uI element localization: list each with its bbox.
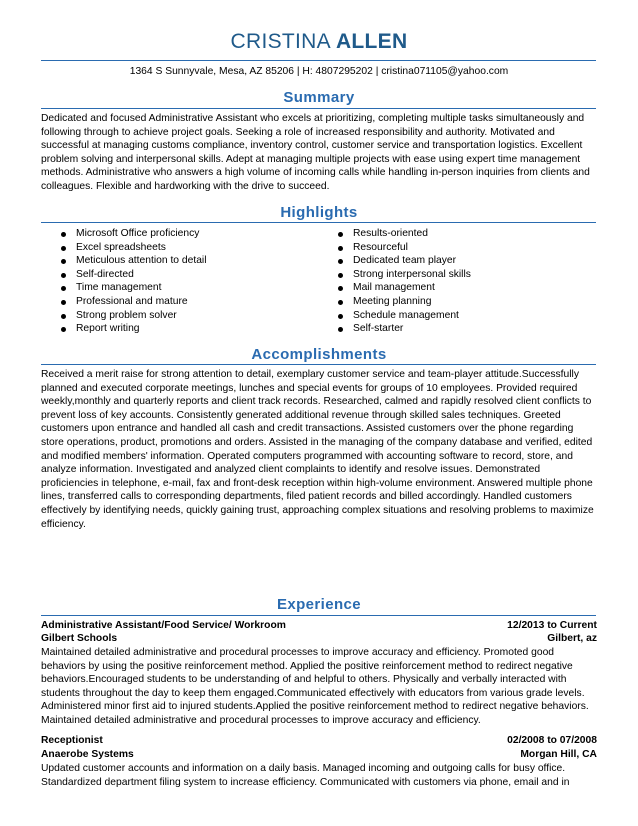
- highlight-item: Meeting planning: [338, 295, 598, 309]
- highlight-item: Resourceful: [338, 241, 598, 255]
- summary-heading: Summary: [283, 89, 355, 106]
- accomplishments-heading: Accomplishments: [251, 346, 387, 363]
- first-name: CRISTINA: [230, 30, 330, 53]
- experience-rule: [41, 615, 596, 616]
- header-rule: [41, 60, 596, 61]
- contact-line: 1364 S Sunnyvale, Mesa, AZ 85206 | H: 4807295202 | cristina071105@yahoo.com: [129, 66, 509, 77]
- candidate-name: [0, 30, 638, 54]
- highlights-rule: [41, 222, 596, 223]
- job-title-row: [41, 619, 597, 633]
- job-company-row: [41, 632, 597, 646]
- highlight-item: Self-directed: [61, 268, 321, 282]
- highlight-item: Self-starter: [338, 322, 598, 336]
- highlight-item: Meticulous attention to detail: [61, 254, 321, 268]
- job-company: Gilbert Schools: [41, 633, 118, 644]
- highlight-item: Schedule management: [338, 309, 598, 323]
- job-company: Anaerobe Systems: [41, 749, 134, 760]
- accomplishments-text: Received a merit raise for strong attention to detail, exemplary customer service and team-player attitude.Successfully planned and executed corporate meetings, lunches and special events for groups of 10 employees. Provided required weekly,monthly and quarterly reports and client track records. Researched, calmed and rapidly resolved client conflicts to prevent loss of key accounts. Consistently generated additional revenue through skilled sales techniques. Greeted customers upon entrance and handled all cash and credit transactions. Assisted customers over the phone regarding store operations, product, promotions and orders. Assisted in the managing of the company database and verified, edited and modified members' information. Operated computers programmed with accounting software to record, store, and analyze information. Investigated and analyzed client complaints to identify and resolve issues. Demonstrated proficiencies in telephone, e-mail, fax and front-desk reception within high-volume environment. Answered multiple phone lines, transferred calls to corresponding departments, filed patient records and billed accordingly. Handled customers effectively by identifying needs, quickly gaining trust, approaching complex situations and resolving problems to maximize efficiency.: [41, 369, 594, 530]
- job-dates: 02/2008 to 07/2008: [507, 735, 597, 746]
- job-company-row: [41, 748, 597, 762]
- highlight-item: Dedicated team player: [338, 254, 598, 268]
- last-name: ALLEN: [335, 30, 408, 53]
- highlight-item: Time management: [61, 281, 321, 295]
- job-location: Gilbert, az: [547, 633, 597, 644]
- job-title: Receptionist: [41, 735, 103, 746]
- experience-heading: Experience: [276, 596, 362, 613]
- highlight-item: Strong problem solver: [61, 309, 321, 323]
- job-location: Morgan Hill, CA: [520, 749, 597, 760]
- highlight-item: Mail management: [338, 281, 598, 295]
- job-dates: 12/2013 to Current: [507, 620, 597, 631]
- highlight-item: Professional and mature: [61, 295, 321, 309]
- job-title-row: [41, 734, 597, 748]
- highlight-item: Report writing: [61, 322, 321, 336]
- highlights-list-right: [338, 227, 598, 336]
- accomplishments-rule: [41, 364, 596, 365]
- job-title: Administrative Assistant/Food Service/ Workroom: [41, 620, 286, 631]
- summary-text: Dedicated and focused Administrative Assistant who excels at prioritizing, completing multiple tasks simultaneously and following through to achieve project goals. Seeking a role of increased responsibility and authority. Motivated and successful at managing customs compliance, inventory control, customer service and transportation logistics. Excellent problem solving and interpersonal skills. Adept at managing multiple projects with ease using expert time management methods. Administrative who answers a high volume of incoming calls while handling in-person inquiries from clients and colleagues. Flexible and hardworking with the drive to succeed.: [41, 113, 590, 192]
- highlight-item: Strong interpersonal skills: [338, 268, 598, 282]
- highlights-list-left: [61, 227, 321, 336]
- highlight-item: Excel spreadsheets: [61, 241, 321, 255]
- highlight-item: Microsoft Office proficiency: [61, 227, 321, 241]
- highlights-heading: Highlights: [280, 204, 358, 221]
- job-description: Updated customer accounts and information on a daily basis. Managed incoming and outgoing calls for busy office. Standardized department filing system to increase efficiency. Communicated with customers via phone, email and in: [41, 763, 570, 788]
- summary-rule: [41, 108, 596, 109]
- highlight-item: Results-oriented: [338, 227, 598, 241]
- job-description: Maintained detailed administrative and procedural processes to improve accuracy and efficiency. Promoted good behaviors by using the positive reinforcement method. Applied the positive reinforcement method to redirect negative behaviors.Encouraged students to be understanding of and helpful to others. Physically and verbally interacted with students throughout the day to keep them engaged.Communicated effectively with educators from various grade levels. Administered minor first aid to injured students.Applied the positive reinforcement method to redirect negative behaviors. Maintained detailed administrative and procedural processes to improve accuracy and efficiency.: [41, 647, 589, 726]
